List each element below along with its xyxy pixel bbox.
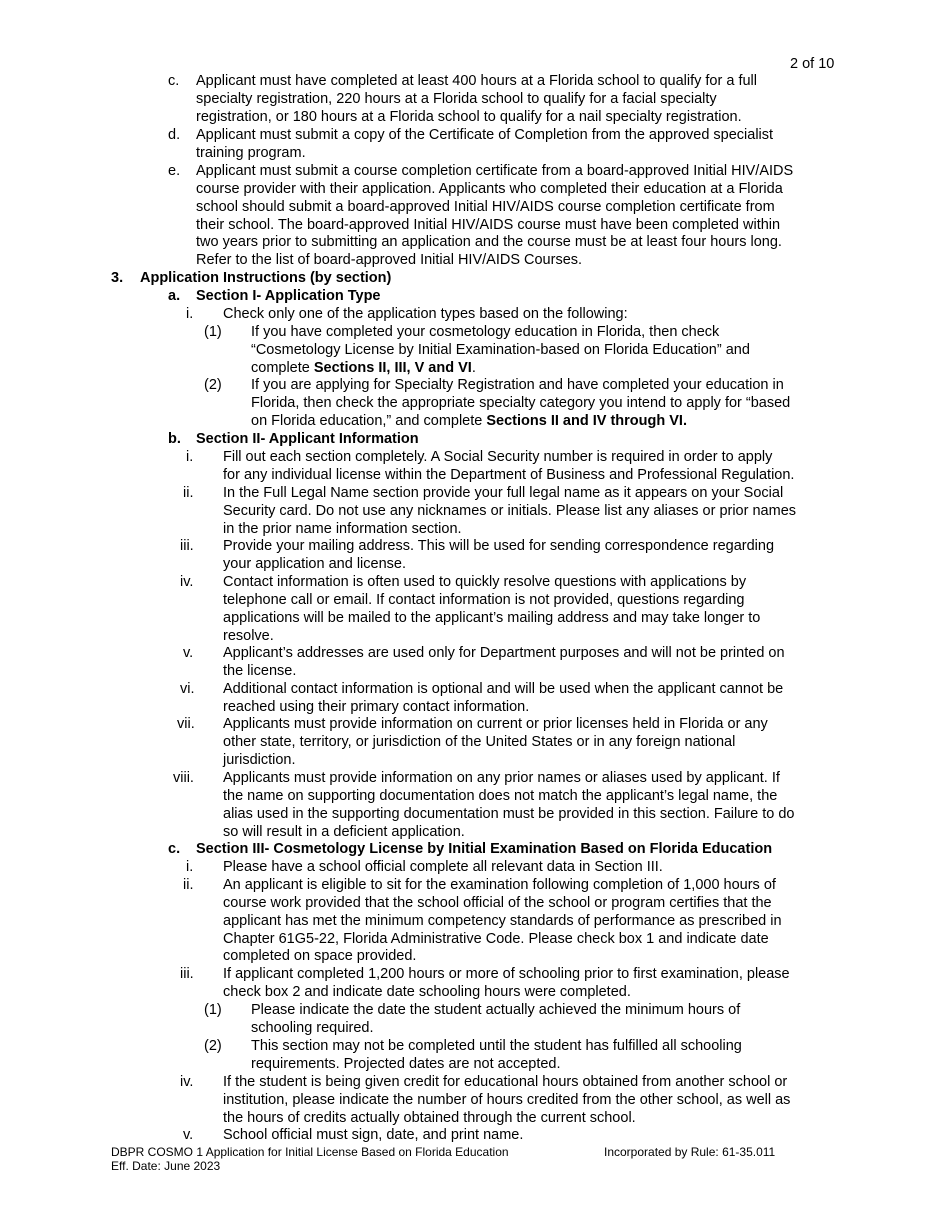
bold-text: Sections II and IV through VI. [486, 412, 687, 429]
text-line: course work provided that the school official of the school or program certifies that the [223, 894, 772, 911]
list-marker: iv. [180, 574, 194, 590]
text-line: School official must sign, date, and print name. [223, 1127, 524, 1143]
text-line: in the prior name information section. [223, 520, 462, 537]
text-line: the name on supporting documentation does not match the applicant’s legal name, the [223, 787, 778, 804]
text-line: applicant has met the minimum competency standards of performance as prescribed in [223, 912, 782, 929]
list-item [223, 449, 843, 485]
list-item [223, 770, 843, 841]
list-marker: (2) [204, 377, 222, 393]
text-line: If applicant completed 1,200 hours or more of schooling prior to first examination, please [223, 966, 790, 982]
list-item [223, 681, 843, 717]
list-item [223, 538, 843, 574]
list-marker: iii. [180, 966, 194, 982]
text-line: Please indicate the date the student actually achieved the minimum hours of [251, 1002, 741, 1018]
text-line: alias used in the supporting documentation must be provided in this section. Failure to do [223, 805, 795, 822]
text-line: school should submit a board-approved Initial HIV/AIDS course completion certificate from [196, 198, 775, 215]
text-line: Florida, then check the appropriate specialty category you intend to apply for “based [251, 394, 791, 411]
footer-form-title: DBPR COSMO 1 Application for Initial License Based on Florida Education [111, 1145, 509, 1159]
list-item [223, 966, 843, 1002]
list-marker: (2) [204, 1038, 222, 1054]
list-item [223, 877, 843, 966]
text-line: If the student is being given credit for educational hours obtained from another school or [223, 1074, 788, 1090]
text-line: applications will be mailed to the applicant’s mailing address and may take longer to [223, 609, 761, 626]
text-line: If you have completed your cosmetology education in Florida, then check [251, 324, 720, 340]
list-item [251, 377, 851, 431]
text-line: the hours of credits actually obtained through the current school. [223, 1109, 636, 1126]
text-run: on Florida education,” and complete [251, 412, 487, 429]
text-line: This section may not be completed until the student has fulfilled all schooling [251, 1038, 742, 1054]
list-marker: c. [168, 73, 180, 89]
section-number: 3. [111, 270, 124, 286]
text-line: resolve. [223, 627, 274, 644]
text-line: Applicants must provide information on current or prior licenses held in Florida or any [223, 716, 768, 732]
page-number: 2 of 10 [790, 56, 835, 72]
text-line: jurisdiction. [223, 751, 296, 768]
text-line: institution, please indicate the number of hours credited from the other school, as well as [223, 1091, 791, 1108]
list-marker: i. [186, 306, 194, 322]
bold-text: Sections II, III, V and VI [313, 359, 472, 376]
text-line [251, 360, 851, 378]
text-line: Applicant must submit a copy of the Certificate of Completion from the approved specialist [196, 127, 774, 143]
text-line: the license. [223, 662, 297, 679]
text-line: In the Full Legal Name section provide your full legal name as it appears on your Social [223, 485, 784, 501]
list-item [223, 485, 843, 539]
text-line: If you are applying for Specialty Registration and have completed your education in [251, 377, 784, 393]
list-marker: (1) [204, 1002, 222, 1018]
subsection-heading: Section II- Applicant Information [196, 431, 419, 447]
text-line: Refer to the list of board-approved Initial HIV/AIDS Courses. [196, 252, 583, 269]
text-line: Provide your mailing address. This will be used for sending correspondence regarding [223, 538, 775, 554]
subsection-marker: b. [168, 431, 181, 447]
footer-rule: Incorporated by Rule: 61-35.011 [604, 1145, 776, 1159]
list-item [223, 859, 843, 877]
text-line: An applicant is eligible to sit for the examination following completion of 1,000 hours of [223, 877, 776, 893]
text-line: Additional contact information is optional and will be used when the applicant cannot be [223, 681, 784, 697]
text-line: two years prior to submitting an application and the course must be at least four hours long. [196, 234, 782, 251]
list-item [251, 1002, 851, 1038]
list-item [251, 324, 851, 378]
text-line: Applicant’s addresses are used only for Department purposes and will not be printed on [223, 645, 785, 661]
list-item [223, 1127, 843, 1145]
text-run: complete [251, 359, 314, 376]
section-heading: Application Instructions (by section) [140, 270, 392, 286]
text-line: their school. The board-approved Initial HIV/AIDS course must have been completed within [196, 216, 781, 233]
text-line: check box 2 and indicate date schooling hours were completed. [223, 983, 631, 1000]
text-line: specialty registration, 220 hours at a Florida school to qualify for a facial specialty [196, 90, 717, 107]
list-marker: v. [183, 645, 194, 661]
text-line: requirements. Projected dates are not accepted. [251, 1055, 561, 1072]
list-item [223, 574, 843, 645]
text-line: reached using their primary contact information. [223, 698, 530, 715]
subsection-marker: a. [168, 288, 181, 304]
list-marker: vi. [180, 681, 195, 697]
list-item [223, 716, 843, 770]
text-line: course provider with their application. Applicants who completed their education at a Florida [196, 180, 783, 197]
text-line: for any individual license within the Department of Business and Professional Regulation. [223, 466, 795, 483]
text-line: “Cosmetology License by Initial Examination-based on Florida Education” and [251, 341, 750, 358]
text-line: Contact information is often used to quickly resolve questions with applications by [223, 574, 747, 590]
text-line: Security card. Do not use any nicknames or initials. Please list any aliases or prior names [223, 502, 797, 519]
footer-effective-date: Eff. Date: June 2023 [111, 1159, 221, 1173]
list-marker: ii. [183, 877, 194, 893]
text-line: Chapter 61G5-22, Florida Administrative Code. Please check box 1 and indicate date [223, 930, 769, 947]
list-marker: i. [186, 449, 194, 465]
text-run: . [471, 359, 476, 376]
subsection-marker: c. [168, 841, 181, 857]
list-item [223, 1074, 843, 1128]
list-item: Check only one of the application types based on the following: [223, 306, 628, 322]
list-marker: vii. [177, 716, 195, 732]
subsection-heading: Section I- Application Type [196, 288, 381, 304]
text-line: telephone call or email. If contact information is not provided, questions regarding [223, 591, 745, 608]
list-marker: iii. [180, 538, 194, 554]
text-line: Fill out each section completely. A Social Security number is required in order to apply [223, 449, 773, 465]
text-line: so will result in a deficient application. [223, 823, 465, 840]
list-item [223, 645, 843, 681]
text-line: schooling required. [251, 1019, 374, 1036]
text-line: Applicants must provide information on any prior names or aliases used by applicant. If [223, 770, 780, 786]
list-item [196, 127, 846, 163]
list-item [196, 73, 846, 127]
text-line: training program. [196, 144, 306, 161]
text-line: Please have a school official complete all relevant data in Section III. [223, 859, 663, 875]
text-line: other state, territory, or jurisdiction of the United States or in any foreign national [223, 733, 736, 750]
list-marker: v. [183, 1127, 194, 1143]
list-marker: i. [186, 859, 194, 875]
list-marker: d. [168, 127, 181, 143]
list-item [251, 1038, 851, 1074]
list-marker: ii. [183, 485, 194, 501]
list-marker: viii. [173, 770, 194, 786]
list-marker: iv. [180, 1074, 194, 1090]
text-line: Applicant must submit a course completion certificate from a board-approved Initial HIV/AIDS [196, 163, 794, 179]
text-line: your application and license. [223, 555, 406, 572]
text-line: Applicant must have completed at least 400 hours at a Florida school to qualify for a full [196, 73, 757, 89]
text-line: completed on space provided. [223, 948, 417, 965]
subsection-heading: Section III- Cosmetology License by Initial Examination Based on Florida Education [196, 841, 773, 857]
text-line [251, 413, 851, 431]
list-marker: (1) [204, 324, 222, 340]
list-marker: e. [168, 163, 181, 179]
list-item [196, 163, 846, 270]
text-line: registration, or 180 hours at a Florida school to qualify for a nail specialty registration. [196, 108, 742, 125]
